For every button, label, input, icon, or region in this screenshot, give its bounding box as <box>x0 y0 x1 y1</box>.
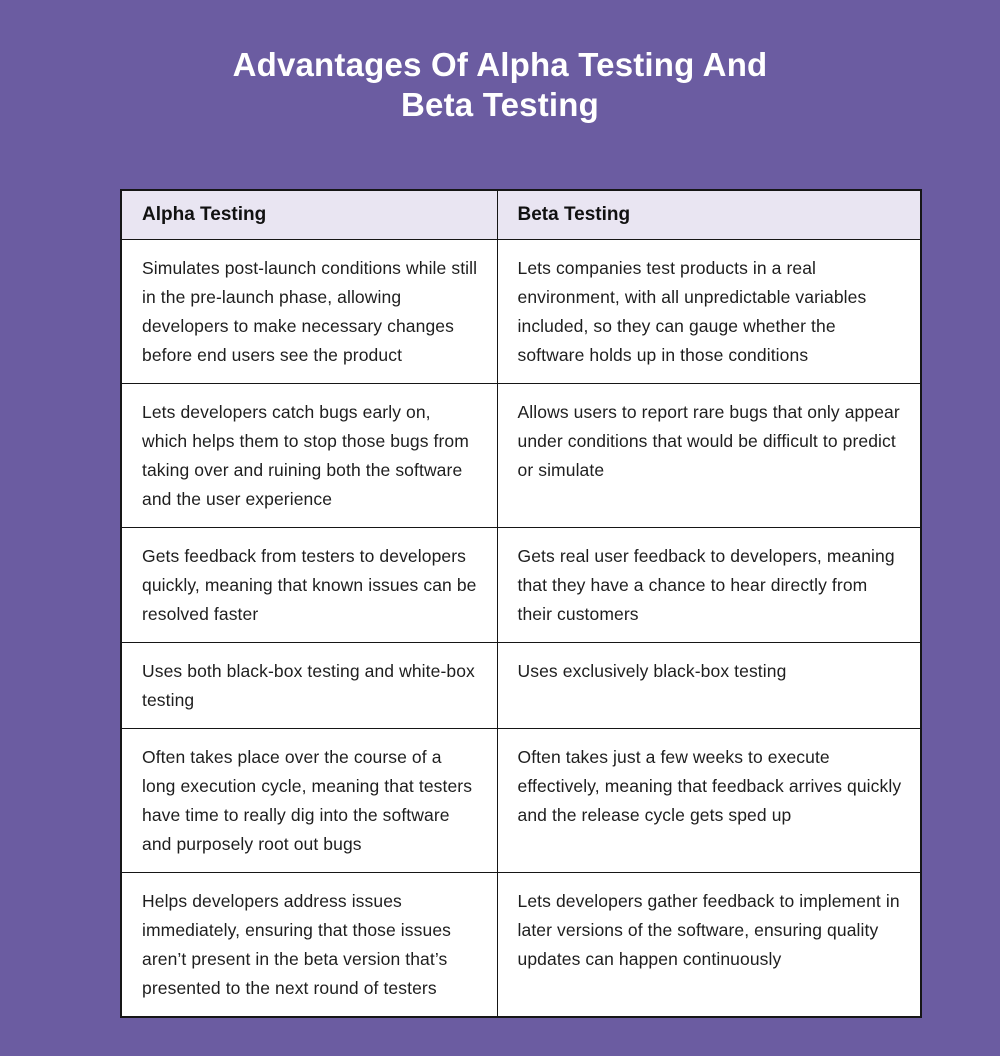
page-title <box>0 45 1000 125</box>
table-row <box>121 528 921 643</box>
table-row <box>121 240 921 384</box>
table-row <box>121 873 921 1018</box>
page-title-line-1: Advantages Of Alpha Testing And <box>232 46 768 83</box>
alpha-cell-6: Helps developers address issues immediately, ensuring that those issues aren’t present in the beta version that’s presented to the next round of testers <box>121 873 497 1018</box>
alpha-cell-2: Lets developers catch bugs early on, which helps them to stop those bugs from taking over and ruining both the software and the user experience <box>121 384 497 528</box>
page-title-line-2: Beta Testing <box>401 86 599 123</box>
column-header-beta-testing: Beta Testing <box>497 190 921 240</box>
alpha-cell-4: Uses both black-box testing and white-box testing <box>121 643 497 729</box>
table-row <box>121 384 921 528</box>
beta-cell-2: Allows users to report rare bugs that only appear under conditions that would be difficult to predict or simulate <box>497 384 921 528</box>
alpha-cell-5: Often takes place over the course of a long execution cycle, meaning that testers have time to really dig into the software and purposely root out bugs <box>121 729 497 873</box>
column-header-alpha-testing: Alpha Testing <box>121 190 497 240</box>
beta-cell-4: Uses exclusively black-box testing <box>497 643 921 729</box>
alpha-beta-comparison-table <box>120 189 922 1018</box>
alpha-cell-3: Gets feedback from testers to developers quickly, meaning that known issues can be resolved faster <box>121 528 497 643</box>
beta-cell-6: Lets developers gather feedback to implement in later versions of the software, ensuring quality updates can happen continuously <box>497 873 921 1018</box>
table-header-row <box>121 190 921 240</box>
beta-cell-1: Lets companies test products in a real environment, with all unpredictable variables included, so they can gauge whether the software holds up in those conditions <box>497 240 921 384</box>
table-row <box>121 643 921 729</box>
beta-cell-5: Often takes just a few weeks to execute effectively, meaning that feedback arrives quickly and the release cycle gets sped up <box>497 729 921 873</box>
beta-cell-3: Gets real user feedback to developers, meaning that they have a chance to hear directly from their customers <box>497 528 921 643</box>
table-row <box>121 729 921 873</box>
alpha-cell-1: Simulates post-launch conditions while still in the pre-launch phase, allowing developers to make necessary changes before end users see the product <box>121 240 497 384</box>
